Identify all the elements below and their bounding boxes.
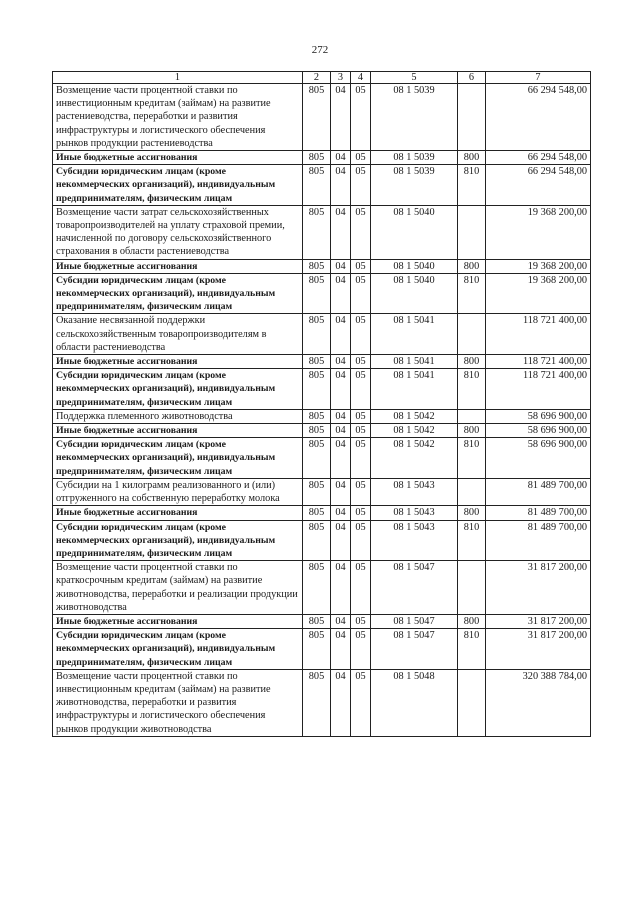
row-expense-type-cell: 810 bbox=[458, 520, 486, 561]
row-target-article-cell: 08 1 5042 bbox=[371, 409, 458, 423]
row-expense-type-cell: 810 bbox=[458, 438, 486, 479]
row-expense-type-cell bbox=[458, 205, 486, 259]
row-name-cell: Субсидии юридическим лицам (кроме некоммерческих организаций), индивидуальным предпринимателям, физическим лицам bbox=[53, 438, 303, 479]
row-subsection-cell: 05 bbox=[351, 151, 371, 165]
row-name-cell: Возмещение части процентной ставки по инвестиционным кредитам (займам) на развитие животноводства, переработки и развития инфраструктуры и логистического обеспечения рынков продукции животноводства bbox=[53, 669, 303, 736]
row-subsection-cell: 05 bbox=[351, 669, 371, 736]
table-row bbox=[53, 629, 591, 670]
row-expense-type-cell: 810 bbox=[458, 629, 486, 670]
row-amount-cell: 66 294 548,00 bbox=[486, 165, 591, 206]
table-row bbox=[53, 614, 591, 628]
row-subsection-cell: 05 bbox=[351, 165, 371, 206]
row-glava-cell: 805 bbox=[303, 520, 331, 561]
row-section-cell: 04 bbox=[331, 629, 351, 670]
row-section-cell: 04 bbox=[331, 438, 351, 479]
table-row bbox=[53, 438, 591, 479]
table-row bbox=[53, 205, 591, 259]
table-row bbox=[53, 84, 591, 151]
row-glava-cell: 805 bbox=[303, 151, 331, 165]
row-glava-cell: 805 bbox=[303, 629, 331, 670]
row-amount-cell: 118 721 400,00 bbox=[486, 369, 591, 410]
row-expense-type-cell: 810 bbox=[458, 369, 486, 410]
row-target-article-cell: 08 1 5039 bbox=[371, 84, 458, 151]
row-name-cell: Иные бюджетные ассигнования bbox=[53, 506, 303, 520]
row-section-cell: 04 bbox=[331, 355, 351, 369]
page-number: 272 bbox=[311, 44, 329, 56]
table-row bbox=[53, 506, 591, 520]
row-subsection-cell: 05 bbox=[351, 506, 371, 520]
row-subsection-cell: 05 bbox=[351, 438, 371, 479]
row-name-cell: Иные бюджетные ассигнования bbox=[53, 151, 303, 165]
row-expense-type-cell bbox=[458, 84, 486, 151]
row-subsection-cell: 05 bbox=[351, 369, 371, 410]
row-glava-cell: 805 bbox=[303, 369, 331, 410]
row-amount-cell: 31 817 200,00 bbox=[486, 561, 591, 615]
row-target-article-cell: 08 1 5043 bbox=[371, 520, 458, 561]
row-name-cell: Иные бюджетные ассигнования bbox=[53, 614, 303, 628]
row-glava-cell: 805 bbox=[303, 506, 331, 520]
row-expense-type-cell bbox=[458, 669, 486, 736]
row-glava-cell: 805 bbox=[303, 84, 331, 151]
table-row bbox=[53, 314, 591, 355]
row-subsection-cell: 05 bbox=[351, 520, 371, 561]
column-header-amount: 7 bbox=[486, 72, 591, 84]
row-target-article-cell: 08 1 5043 bbox=[371, 506, 458, 520]
row-section-cell: 04 bbox=[331, 84, 351, 151]
row-amount-cell: 31 817 200,00 bbox=[486, 629, 591, 670]
row-expense-type-cell: 800 bbox=[458, 151, 486, 165]
row-amount-cell: 19 368 200,00 bbox=[486, 205, 591, 259]
table-row bbox=[53, 355, 591, 369]
row-glava-cell: 805 bbox=[303, 259, 331, 273]
row-target-article-cell: 08 1 5041 bbox=[371, 314, 458, 355]
row-target-article-cell: 08 1 5040 bbox=[371, 259, 458, 273]
column-header-name: 1 bbox=[53, 72, 303, 84]
row-section-cell: 04 bbox=[331, 424, 351, 438]
row-section-cell: 04 bbox=[331, 165, 351, 206]
row-name-cell: Возмещение части процентной ставки по инвестиционным кредитам (займам) на развитие растениеводства, переработки и развития инфраструктуры и логистического обеспечения рынков продукции растениеводства bbox=[53, 84, 303, 151]
column-header-expense-type: 6 bbox=[458, 72, 486, 84]
row-section-cell: 04 bbox=[331, 369, 351, 410]
row-target-article-cell: 08 1 5039 bbox=[371, 151, 458, 165]
row-target-article-cell: 08 1 5043 bbox=[371, 478, 458, 505]
row-name-cell: Иные бюджетные ассигнования bbox=[53, 355, 303, 369]
table-row bbox=[53, 259, 591, 273]
table-row bbox=[53, 669, 591, 736]
row-subsection-cell: 05 bbox=[351, 205, 371, 259]
row-glava-cell: 805 bbox=[303, 205, 331, 259]
column-header-subsection: 4 bbox=[351, 72, 371, 84]
table-body bbox=[53, 84, 591, 737]
row-amount-cell: 58 696 900,00 bbox=[486, 409, 591, 423]
budget-table bbox=[52, 71, 591, 737]
row-section-cell: 04 bbox=[331, 561, 351, 615]
row-amount-cell: 19 368 200,00 bbox=[486, 259, 591, 273]
row-name-cell: Субсидии юридическим лицам (кроме некоммерческих организаций), индивидуальным предпринимателям, физическим лицам bbox=[53, 369, 303, 410]
row-subsection-cell: 05 bbox=[351, 259, 371, 273]
row-target-article-cell: 08 1 5047 bbox=[371, 614, 458, 628]
row-name-cell: Поддержка племенного животноводства bbox=[53, 409, 303, 423]
row-amount-cell: 320 388 784,00 bbox=[486, 669, 591, 736]
row-amount-cell: 118 721 400,00 bbox=[486, 314, 591, 355]
row-section-cell: 04 bbox=[331, 506, 351, 520]
row-subsection-cell: 05 bbox=[351, 614, 371, 628]
column-header-glava: 2 bbox=[303, 72, 331, 84]
row-subsection-cell: 05 bbox=[351, 314, 371, 355]
row-target-article-cell: 08 1 5047 bbox=[371, 561, 458, 615]
table-row bbox=[53, 273, 591, 314]
row-section-cell: 04 bbox=[331, 520, 351, 561]
row-amount-cell: 81 489 700,00 bbox=[486, 506, 591, 520]
row-expense-type-cell: 800 bbox=[458, 259, 486, 273]
row-section-cell: 04 bbox=[331, 151, 351, 165]
row-amount-cell: 66 294 548,00 bbox=[486, 84, 591, 151]
row-section-cell: 04 bbox=[331, 478, 351, 505]
row-name-cell: Субсидии юридическим лицам (кроме некоммерческих организаций), индивидуальным предпринимателям, физическим лицам bbox=[53, 629, 303, 670]
row-subsection-cell: 05 bbox=[351, 478, 371, 505]
row-glava-cell: 805 bbox=[303, 438, 331, 479]
row-expense-type-cell: 800 bbox=[458, 506, 486, 520]
row-name-cell: Субсидии на 1 килограмм реализованного и (или) отгруженного на собственную переработку молока bbox=[53, 478, 303, 505]
row-name-cell: Субсидии юридическим лицам (кроме некоммерческих организаций), индивидуальным предпринимателям, физическим лицам bbox=[53, 520, 303, 561]
row-glava-cell: 805 bbox=[303, 409, 331, 423]
row-amount-cell: 19 368 200,00 bbox=[486, 273, 591, 314]
row-expense-type-cell bbox=[458, 409, 486, 423]
row-subsection-cell: 05 bbox=[351, 561, 371, 615]
row-section-cell: 04 bbox=[331, 409, 351, 423]
row-glava-cell: 805 bbox=[303, 314, 331, 355]
row-glava-cell: 805 bbox=[303, 273, 331, 314]
row-section-cell: 04 bbox=[331, 259, 351, 273]
row-target-article-cell: 08 1 5040 bbox=[371, 273, 458, 314]
row-subsection-cell: 05 bbox=[351, 409, 371, 423]
row-subsection-cell: 05 bbox=[351, 84, 371, 151]
row-amount-cell: 81 489 700,00 bbox=[486, 520, 591, 561]
row-amount-cell: 118 721 400,00 bbox=[486, 355, 591, 369]
row-target-article-cell: 08 1 5041 bbox=[371, 369, 458, 410]
row-subsection-cell: 05 bbox=[351, 629, 371, 670]
table-row bbox=[53, 561, 591, 615]
row-target-article-cell: 08 1 5039 bbox=[371, 165, 458, 206]
row-glava-cell: 805 bbox=[303, 478, 331, 505]
table-row bbox=[53, 369, 591, 410]
table-row bbox=[53, 478, 591, 505]
row-amount-cell: 31 817 200,00 bbox=[486, 614, 591, 628]
table-header-row bbox=[53, 72, 591, 84]
row-section-cell: 04 bbox=[331, 614, 351, 628]
row-subsection-cell: 05 bbox=[351, 424, 371, 438]
row-target-article-cell: 08 1 5047 bbox=[371, 629, 458, 670]
row-expense-type-cell bbox=[458, 561, 486, 615]
row-amount-cell: 58 696 900,00 bbox=[486, 438, 591, 479]
row-name-cell: Возмещение части процентной ставки по краткосрочным кредитам (займам) на развитие животноводства, переработки и реализации продукции животноводства bbox=[53, 561, 303, 615]
row-glava-cell: 805 bbox=[303, 561, 331, 615]
row-amount-cell: 66 294 548,00 bbox=[486, 151, 591, 165]
column-header-target-article: 5 bbox=[371, 72, 458, 84]
row-target-article-cell: 08 1 5048 bbox=[371, 669, 458, 736]
row-amount-cell: 81 489 700,00 bbox=[486, 478, 591, 505]
row-name-cell: Субсидии юридическим лицам (кроме некоммерческих организаций), индивидуальным предпринимателям, физическим лицам bbox=[53, 273, 303, 314]
row-section-cell: 04 bbox=[331, 273, 351, 314]
table-row bbox=[53, 424, 591, 438]
table-row bbox=[53, 520, 591, 561]
row-glava-cell: 805 bbox=[303, 424, 331, 438]
row-expense-type-cell: 810 bbox=[458, 273, 486, 314]
row-name-cell: Субсидии юридическим лицам (кроме некоммерческих организаций), индивидуальным предпринимателям, физическим лицам bbox=[53, 165, 303, 206]
row-section-cell: 04 bbox=[331, 205, 351, 259]
row-name-cell: Иные бюджетные ассигнования bbox=[53, 424, 303, 438]
row-amount-cell: 58 696 900,00 bbox=[486, 424, 591, 438]
row-target-article-cell: 08 1 5041 bbox=[371, 355, 458, 369]
row-expense-type-cell bbox=[458, 478, 486, 505]
row-name-cell: Возмещение части затрат сельскохозяйственных товаропроизводителей на уплату страховой премии, начисленной по договору сельскохозяйственного страхования в области растениеводства bbox=[53, 205, 303, 259]
row-name-cell: Иные бюджетные ассигнования bbox=[53, 259, 303, 273]
row-glava-cell: 805 bbox=[303, 669, 331, 736]
table-row bbox=[53, 151, 591, 165]
table-row bbox=[53, 409, 591, 423]
row-expense-type-cell: 800 bbox=[458, 355, 486, 369]
row-subsection-cell: 05 bbox=[351, 273, 371, 314]
row-section-cell: 04 bbox=[331, 314, 351, 355]
row-subsection-cell: 05 bbox=[351, 355, 371, 369]
row-glava-cell: 805 bbox=[303, 614, 331, 628]
row-glava-cell: 805 bbox=[303, 355, 331, 369]
row-target-article-cell: 08 1 5042 bbox=[371, 438, 458, 479]
row-expense-type-cell bbox=[458, 314, 486, 355]
row-expense-type-cell: 810 bbox=[458, 165, 486, 206]
column-header-section: 3 bbox=[331, 72, 351, 84]
row-target-article-cell: 08 1 5040 bbox=[371, 205, 458, 259]
row-glava-cell: 805 bbox=[303, 165, 331, 206]
row-target-article-cell: 08 1 5042 bbox=[371, 424, 458, 438]
row-expense-type-cell: 800 bbox=[458, 424, 486, 438]
row-name-cell: Оказание несвязанной поддержки сельскохозяйственным товаропроизводителям в области растениеводства bbox=[53, 314, 303, 355]
table-row bbox=[53, 165, 591, 206]
row-expense-type-cell: 800 bbox=[458, 614, 486, 628]
row-section-cell: 04 bbox=[331, 669, 351, 736]
